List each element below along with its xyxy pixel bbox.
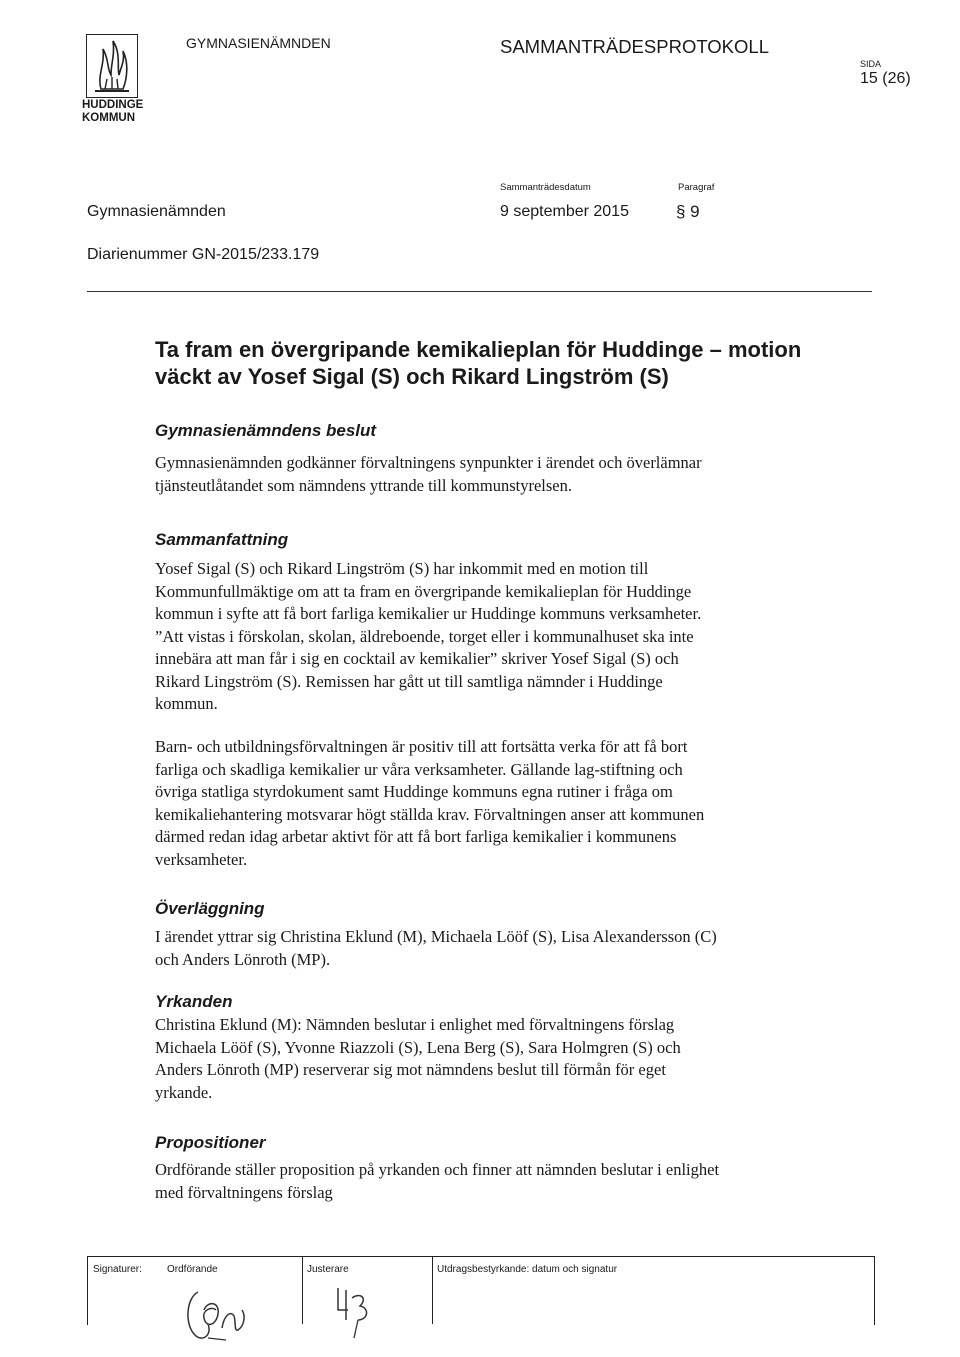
title-line-2: väckt av Yosef Sigal (S) och Rikard Lingström (S)	[155, 364, 669, 389]
summary-paragraph-2	[155, 736, 815, 871]
decision-line: Gymnasienämnden godkänner förvaltningens synpunkter i ärendet och överlämnar	[155, 453, 702, 472]
motions-heading: Yrkanden	[155, 992, 233, 1011]
motions-line: Christina Eklund (M): Nämnden beslutar i enlighet med förvaltningens förslag	[155, 1015, 675, 1034]
summary-line: kemikaliehantering motsvarar högt ställda krav. Förvaltningen anser att kommunen	[155, 804, 705, 824]
document-type: SAMMANTRÄDESPROTOKOLL	[500, 36, 769, 57]
logo-caption-line1: HUDDINGE	[82, 99, 144, 111]
signatures-label: Signaturer:	[93, 1264, 142, 1275]
adjuster-signature	[328, 1280, 378, 1340]
summary-heading: Sammanfattning	[155, 530, 289, 549]
summary-line: därmed redan idag arbetar aktivt för att få bort farliga kemikalier i kommunens	[155, 827, 677, 846]
decision-line: tjänsteutlåtandet som nämndens yttrande till kommunstyrelsen.	[155, 475, 573, 495]
registration-number: Diarienummer GN-2015/233.179	[87, 246, 320, 263]
propositions-heading: Propositioner	[155, 1133, 266, 1152]
summary-line: Barn- och utbildningsförvaltningen är positiv till att fortsätta verka för att få bort	[155, 737, 688, 756]
decision-heading: Gymnasienämndens beslut	[155, 421, 377, 440]
paragraph-number: § 9	[676, 202, 700, 221]
logo-caption	[82, 99, 143, 125]
summary-line: farliga och skadliga kemikalier ur våra verksamheter. Gällande lag-stiftning och	[155, 759, 683, 779]
propositions-text	[155, 1159, 855, 1204]
motions-line: Michaela Lööf (S), Yvonne Riazzoli (S), Lena Berg (S), Sara Holmgren (S) och	[155, 1037, 681, 1057]
deliberation-line: och Anders Lönroth (MP).	[155, 949, 331, 969]
logo-caption-line2: KOMMUN	[82, 112, 136, 124]
committee-name: Gymnasienämnden	[87, 203, 226, 220]
page-number: 15 (26)	[860, 70, 911, 87]
organization-name: GYMNASIENÄMNDEN	[186, 35, 331, 51]
motions-line: yrkande.	[155, 1082, 213, 1102]
summary-line: Rikard Lingström (S). Remissen har gått ut till samtliga nämnder i Huddinge	[155, 671, 663, 691]
summary-line: Kommunfullmäktige om att ta fram en övergripande kemikalieplan för Huddinge	[155, 581, 692, 601]
municipality-logo	[86, 34, 138, 98]
flame-emblem-icon	[87, 35, 137, 97]
summary-line: Yosef Sigal (S) och Rikard Lingström (S) har inkommit med en motion till	[155, 559, 649, 578]
paragraph-label: Paragraf	[678, 182, 715, 193]
summary-line: kommun i syfte att få bort farliga kemikalier ur Huddinge kommuns verksamheter.	[155, 604, 702, 623]
summary-line: övriga statliga styrdokument samt Huddinge kommuns egna rutiner i fråga om	[155, 782, 673, 801]
summary-line: innebära att man får i sig en cocktail av kemikalier” skriver Yosef Sigal (S) och	[155, 649, 679, 668]
chair-label: Ordförande	[167, 1264, 218, 1275]
document-title	[155, 336, 855, 390]
motions-text	[155, 1014, 815, 1104]
chair-signature	[178, 1280, 268, 1348]
summary-line: verksamheter.	[155, 849, 248, 869]
deliberation-text	[155, 926, 815, 971]
deliberation-heading: Överläggning	[155, 899, 265, 918]
decision-text	[155, 452, 815, 497]
propositions-line: Ordförande ställer proposition på yrkanden och finner att nämnden beslutar i enlighet	[155, 1160, 720, 1179]
signature-divider	[302, 1256, 303, 1324]
deliberation-line: I ärendet yttrar sig Christina Eklund (M), Michaela Lööf (S), Lisa Alexandersson (C)	[155, 927, 717, 946]
summary-paragraph-1	[155, 558, 815, 716]
meeting-date: 9 september 2015	[500, 203, 629, 220]
propositions-line: med förvaltningens förslag	[155, 1182, 333, 1202]
meeting-date-label: Sammanträdesdatum	[500, 182, 591, 193]
summary-line: ”Att vistas i förskolan, skolan, äldreboende, torget eller i kommunalhuset ska inte	[155, 626, 694, 646]
title-line-1: Ta fram en övergripande kemikalieplan för Huddinge – motion	[155, 337, 802, 362]
summary-line: kommun.	[155, 694, 218, 713]
page-label: SIDA	[860, 59, 882, 69]
extract-label: Utdragsbestyrkande: datum och signatur	[437, 1264, 618, 1275]
signature-divider	[432, 1256, 433, 1324]
motions-line: Anders Lönroth (MP) reserverar sig mot nämndens beslut till förmån för eget	[155, 1060, 666, 1079]
header-divider	[87, 291, 872, 292]
adjuster-label: Justerare	[307, 1264, 349, 1275]
